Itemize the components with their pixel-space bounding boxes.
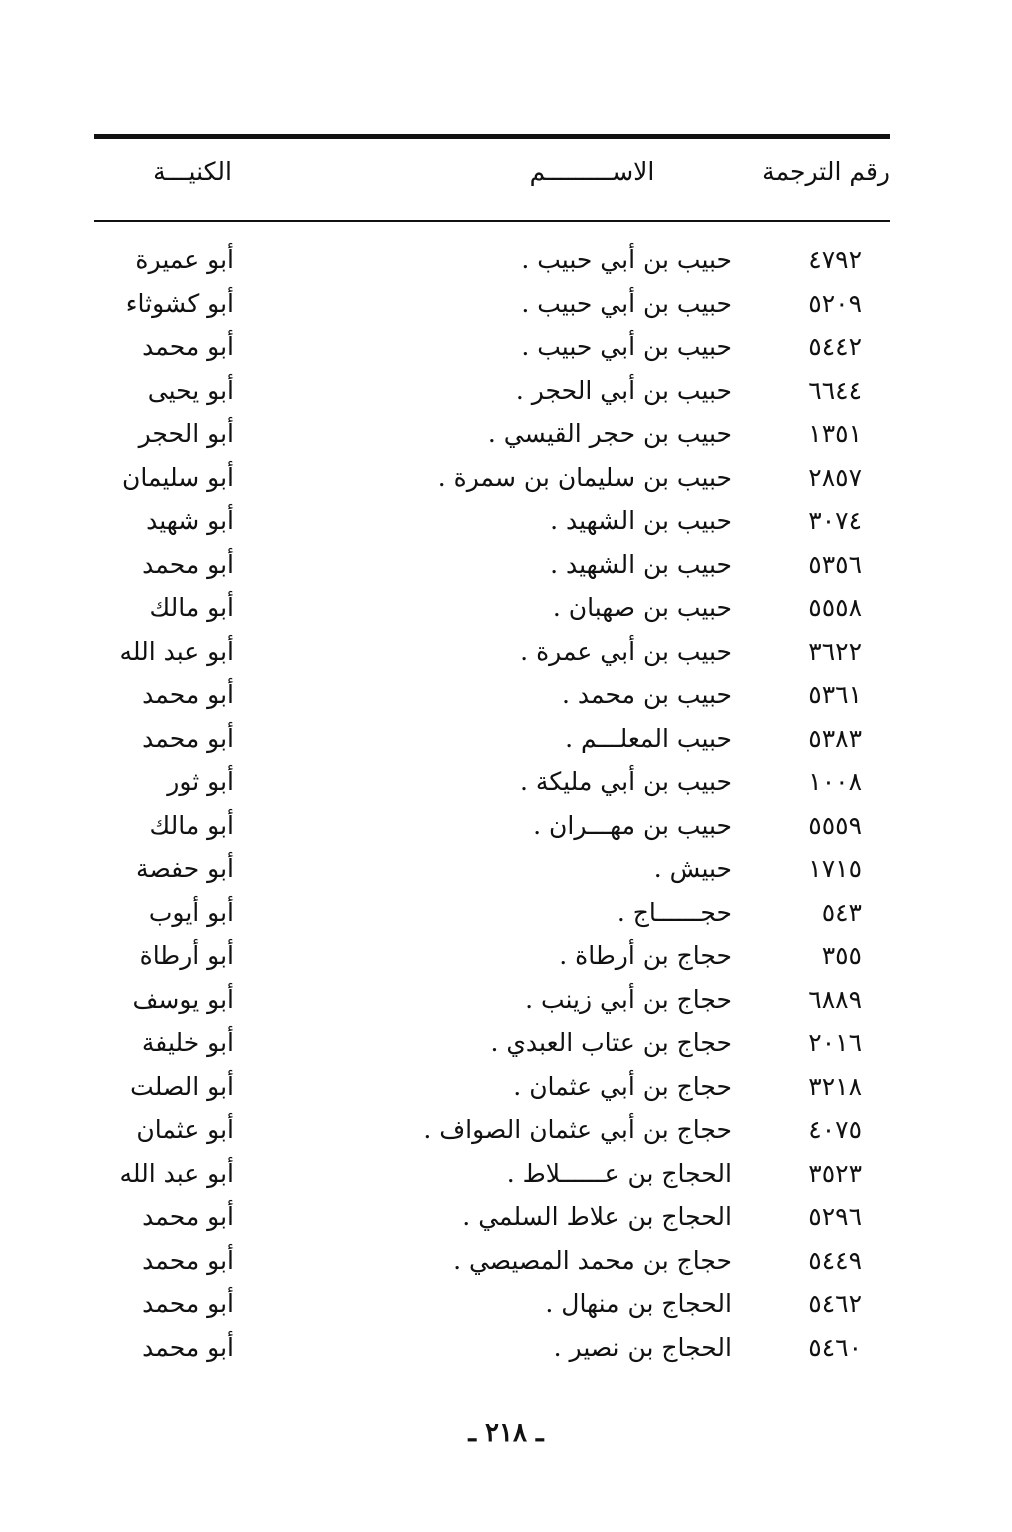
table-row: [94, 717, 890, 761]
table-row: [94, 1108, 890, 1152]
person-name: حجاج بن أبي زينب .: [525, 984, 732, 1014]
person-name: حبيب بن أبي مليكة .: [520, 767, 732, 796]
kunya: أبو مالك: [149, 593, 234, 622]
translation-number: ٣٥٢٣: [808, 1158, 862, 1188]
person-name: حجــــــاج .: [616, 897, 732, 927]
kunya: أبو محمد: [142, 1332, 234, 1362]
table-row: [94, 760, 890, 804]
translation-number: ٣٢١٨: [808, 1071, 862, 1101]
table-row: [94, 847, 890, 891]
table-row: [94, 1239, 890, 1283]
kunya: أبو محمد: [142, 723, 234, 753]
person-name: حبيب بن أبي الحجر .: [515, 375, 732, 405]
translation-number: ٥٤٣: [821, 897, 862, 927]
translation-number: ١٠٠٨: [808, 767, 862, 796]
translation-number: ١٣٥١: [808, 419, 862, 448]
person-name: حبيب بن مهـــران .: [533, 810, 732, 840]
kunya: أبو عبد الله: [119, 1158, 234, 1188]
kunya: أبو أرطاة: [139, 941, 234, 970]
kunya: أبو كشوثاء: [125, 288, 234, 318]
table-row: [94, 1021, 890, 1065]
translation-number: ٦٦٤٤: [808, 375, 862, 405]
translation-number: ٤٧٩٢: [808, 245, 862, 274]
kunya: أبو خليفة: [141, 1028, 234, 1057]
kunya: أبو مالك: [149, 810, 234, 840]
translation-number: ٦٨٨٩: [808, 984, 862, 1014]
person-name: حبيب بن سليمان بن سمرة .: [437, 462, 732, 492]
kunya: أبو محمد: [142, 680, 234, 709]
person-name: حبيب بن أبي حبيب .: [521, 288, 732, 318]
table-row: [94, 1065, 890, 1109]
kunya: أبو عثمان: [136, 1115, 234, 1144]
kunya: أبو محمد: [142, 1289, 234, 1318]
kunya: أبو الحجر: [138, 419, 234, 448]
person-name: حبيب بن صهبان .: [552, 593, 732, 622]
person-name: حبيب بن الشهيد .: [550, 506, 732, 535]
table-row: [94, 1326, 890, 1370]
translation-number: ٥٣٦١: [808, 680, 862, 709]
translation-number: ٢٨٥٧: [808, 462, 862, 492]
kunya: أبو يوسف: [132, 984, 234, 1014]
kunya: أبو يحيى: [147, 375, 234, 405]
header-name: الاســـــــــم: [529, 157, 655, 186]
kunya: أبو سليمان: [122, 462, 234, 492]
person-name: الحجاج بن منهال .: [545, 1289, 732, 1318]
table-row: [94, 586, 890, 630]
person-name: حجاج بن أرطاة .: [559, 941, 732, 970]
table-row: [94, 934, 890, 978]
translation-number: ١٧١٥: [808, 854, 862, 883]
person-name: الحجاج بن علاط السلمي .: [462, 1202, 732, 1231]
kunya: أبو محمد: [142, 549, 234, 579]
person-name: حبيش .: [653, 854, 732, 883]
table-row: [94, 325, 890, 369]
page-number: ـ ٢١٨ ـ: [468, 1418, 544, 1448]
kunya: أبو حفصة: [136, 854, 234, 883]
person-name: حبيب المعلـــم .: [565, 723, 732, 753]
kunya: أبو عبد الله: [119, 636, 234, 666]
table-row: [94, 499, 890, 543]
translation-number: ٢٠١٦: [808, 1028, 862, 1057]
translation-number: ٥٤٦٢: [808, 1289, 862, 1318]
translation-number: ٤٠٧٥: [808, 1115, 862, 1144]
person-name: حجاج بن عتاب العبدي .: [490, 1028, 732, 1057]
table-row: [94, 804, 890, 848]
person-name: حبيب بن أبي عمرة .: [520, 636, 732, 666]
person-name: حبيب بن أبي حبيب .: [521, 332, 732, 361]
translation-number: ٣٥٥: [821, 941, 862, 970]
table-row: [94, 1152, 890, 1196]
translation-number: ٥٣٥٦: [808, 549, 862, 579]
translation-number: ٣٦٢٢: [808, 636, 862, 666]
translation-number: ٥٢٩٦: [808, 1202, 862, 1231]
person-name: الحجاج بن نصير .: [553, 1332, 732, 1362]
kunya: أبو ثور: [167, 767, 234, 796]
table-row: [94, 238, 890, 282]
kunya: أبو محمد: [142, 332, 234, 361]
header-translation-number: رقم الترجمة: [762, 157, 890, 186]
table-row: [94, 282, 890, 326]
entries-table: [94, 238, 890, 1369]
translation-number: ٣٠٧٤: [808, 506, 862, 535]
top-rule: [94, 134, 890, 139]
person-name: حبيب بن أبي حبيب .: [521, 245, 732, 274]
translation-number: ٥٤٦٠: [808, 1332, 862, 1362]
translation-number: ٥٥٥٨: [808, 593, 862, 622]
kunya: أبو أيوب: [148, 897, 234, 927]
table-row: [94, 369, 890, 413]
table-row: [94, 543, 890, 587]
kunya: أبو شهيد: [146, 506, 234, 535]
table-row: [94, 891, 890, 935]
table-row: [94, 1195, 890, 1239]
person-name: حبيب بن محمد .: [562, 680, 732, 709]
translation-number: ٥٤٤٩: [808, 1245, 862, 1275]
person-name: الحجاج بن عــــــلاط .: [506, 1158, 732, 1188]
person-name: حبيب بن الشهيد .: [550, 549, 732, 579]
table-row: [94, 978, 890, 1022]
table-row: [94, 412, 890, 456]
person-name: حبيب بن حجر القيسي .: [487, 419, 732, 448]
translation-number: ٥٤٤٢: [808, 332, 862, 361]
table-row: [94, 1282, 890, 1326]
person-name: حجاج بن أبي عثمان الصواف .: [423, 1115, 732, 1144]
kunya: أبو محمد: [142, 1245, 234, 1275]
person-name: حجاج بن أبي عثمان .: [513, 1071, 732, 1101]
header-rule: [94, 220, 890, 222]
table-row: [94, 673, 890, 717]
translation-number: ٥٢٠٩: [808, 288, 862, 318]
table-row: [94, 456, 890, 500]
header-kunya: الكنيـــة: [153, 157, 232, 186]
translation-number: ٥٥٥٩: [808, 810, 862, 840]
kunya: أبو محمد: [142, 1202, 234, 1231]
person-name: حجاج بن محمد المصيصي .: [453, 1245, 732, 1275]
translation-number: ٥٣٨٣: [808, 723, 862, 753]
kunya: أبو عميرة: [135, 245, 234, 274]
table-row: [94, 630, 890, 674]
kunya: أبو الصلت: [130, 1071, 234, 1101]
